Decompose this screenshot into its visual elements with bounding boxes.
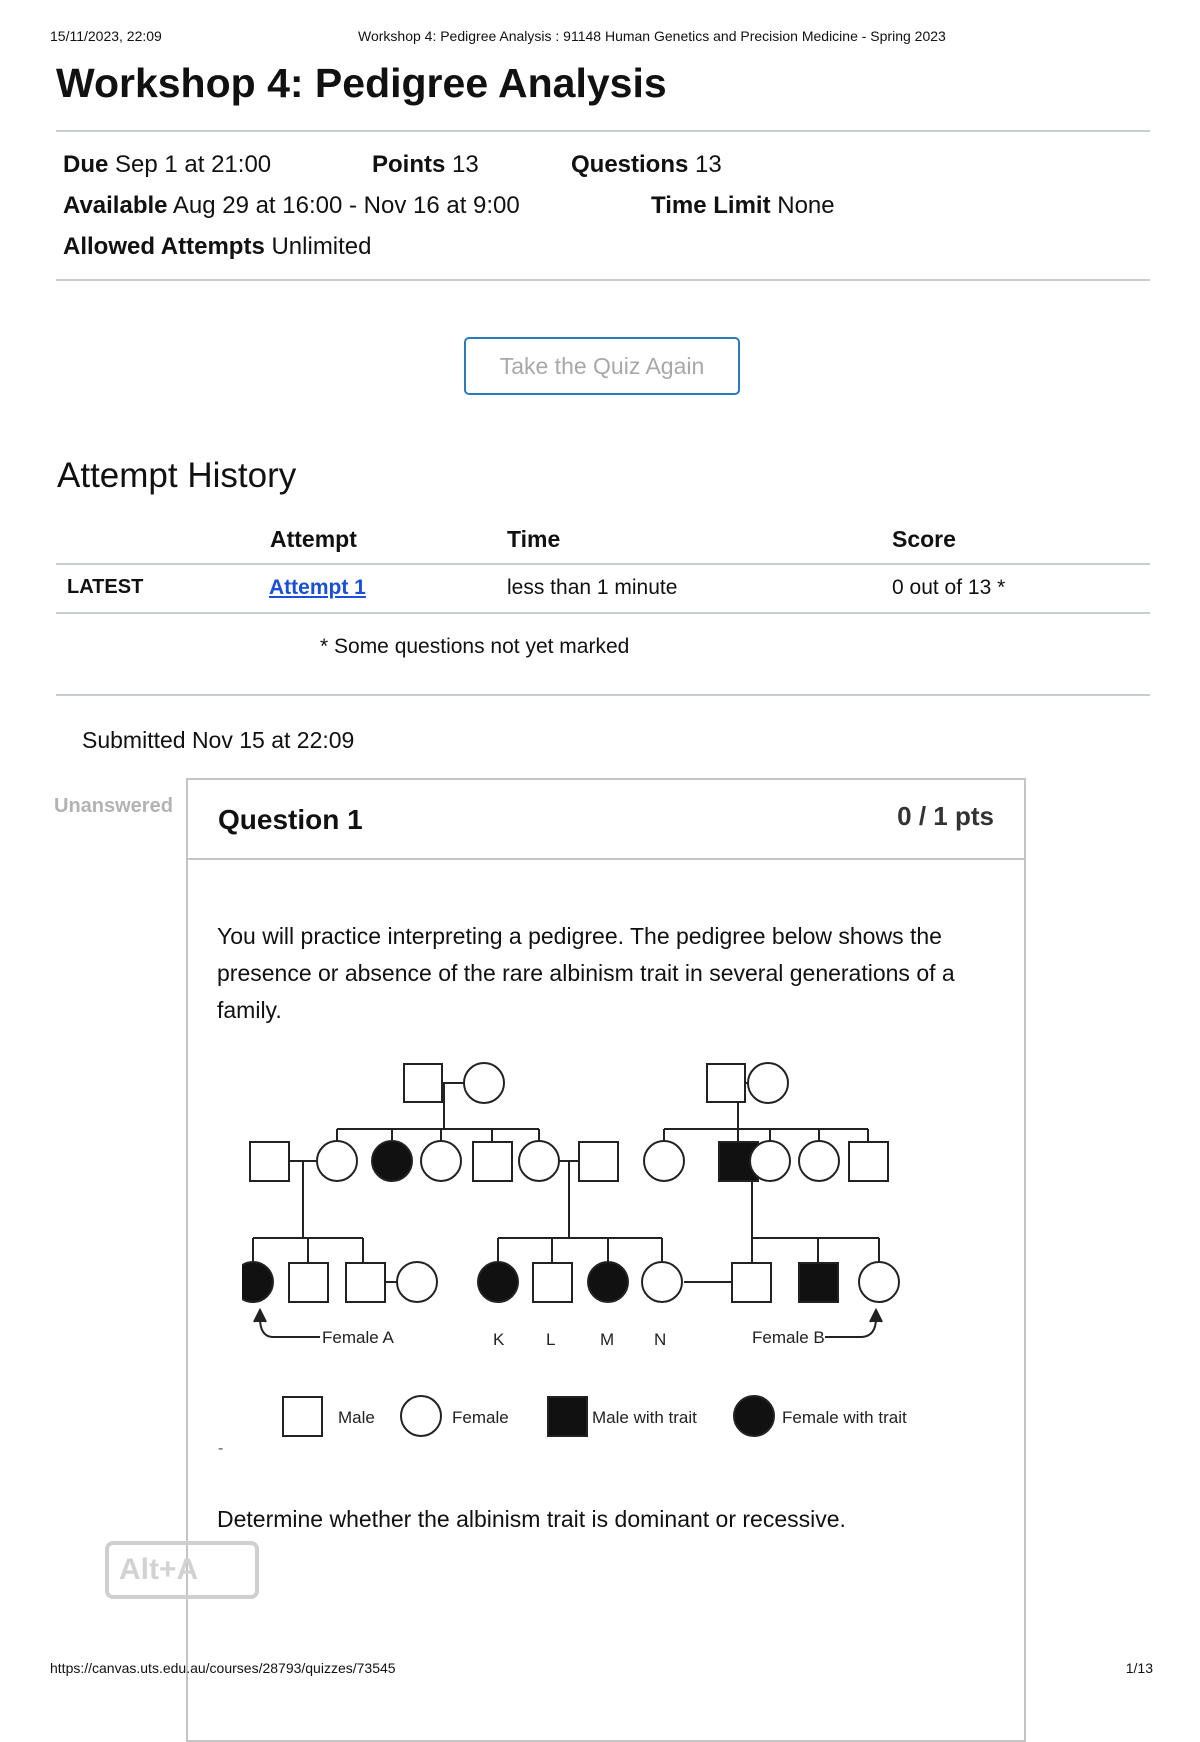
question-points: 0 / 1 pts bbox=[897, 801, 994, 831]
divider bbox=[56, 694, 1150, 696]
attempts-info bbox=[63, 233, 372, 261]
attempt-score: 0 out of 13 * bbox=[892, 576, 1006, 599]
time-limit-value: None bbox=[777, 192, 835, 219]
question-prompt: Determine whether the albinism trait is dominant or recessive. bbox=[217, 1506, 846, 1532]
pedigree-label-m: M bbox=[600, 1330, 615, 1349]
print-datetime: 15/11/2023, 22:09 bbox=[50, 28, 162, 44]
legend-male-trait: Male with trait bbox=[592, 1408, 697, 1427]
column-header-attempt: Attempt bbox=[270, 526, 357, 552]
available-label: Available bbox=[63, 192, 168, 219]
available-info bbox=[63, 192, 520, 220]
time-limit-info bbox=[651, 192, 835, 220]
attempts-value: Unlimited bbox=[271, 233, 372, 260]
points-label: Points bbox=[372, 151, 446, 178]
legend-female-trait: Female with trait bbox=[782, 1408, 907, 1427]
print-header-title: Workshop 4: Pedigree Analysis : 91148 Human Genetics and Precision Medicine - Spring 2023 bbox=[358, 28, 946, 44]
due-info bbox=[63, 151, 271, 179]
attempt-history-title: Attempt History bbox=[57, 456, 297, 495]
score-footnote: * Some questions not yet marked bbox=[320, 635, 630, 658]
separator-dash: - bbox=[218, 1440, 224, 1457]
divider bbox=[56, 130, 1150, 132]
print-page-number: 1/13 bbox=[1125, 1660, 1153, 1676]
pedigree-label-n: N bbox=[654, 1330, 667, 1349]
time-limit-label: Time Limit bbox=[651, 192, 771, 219]
pedigree-label-k: K bbox=[493, 1330, 505, 1349]
legend-female: Female bbox=[452, 1408, 509, 1427]
female-b-label: Female B bbox=[752, 1328, 825, 1347]
questions-info bbox=[571, 151, 722, 179]
due-value: Sep 1 at 21:00 bbox=[115, 151, 272, 178]
pedigree-legend bbox=[283, 1396, 907, 1436]
attempt-1-link[interactable]: Attempt 1 bbox=[269, 576, 366, 599]
due-label: Due bbox=[63, 151, 109, 178]
questions-label: Questions bbox=[571, 151, 689, 178]
table-row-divider bbox=[56, 612, 1150, 614]
divider bbox=[56, 279, 1150, 281]
page-title: Workshop 4: Pedigree Analysis bbox=[56, 60, 667, 106]
legend-male: Male bbox=[338, 1408, 375, 1427]
available-value: Aug 29 at 16:00 - Nov 16 at 9:00 bbox=[172, 192, 520, 219]
question-header bbox=[188, 780, 1024, 860]
print-footer-url: https://canvas.uts.edu.au/courses/28793/quizzes/73545 bbox=[50, 1660, 396, 1676]
column-header-score: Score bbox=[892, 526, 956, 552]
submitted-timestamp: Submitted Nov 15 at 22:09 bbox=[82, 727, 355, 753]
points-value: 13 bbox=[452, 151, 479, 178]
question-intro: You will practice interpreting a pedigree. The pedigree below shows the presence or absence of the rare albinism trait in several generations of a family. bbox=[217, 923, 955, 1023]
pedigree-diagram bbox=[242, 1048, 972, 1438]
attempts-label: Allowed Attempts bbox=[63, 233, 265, 260]
latest-tag: LATEST bbox=[67, 576, 144, 598]
question-status-label: Unanswered bbox=[54, 795, 173, 817]
question-title: Question 1 bbox=[218, 804, 363, 835]
question-card bbox=[186, 778, 1026, 1742]
alt-a-badge[interactable]: Alt+A bbox=[105, 1541, 259, 1599]
column-header-time: Time bbox=[507, 526, 561, 552]
table-header-divider bbox=[56, 563, 1150, 565]
points-info bbox=[372, 151, 479, 179]
attempt-time: less than 1 minute bbox=[507, 576, 678, 599]
take-quiz-again-button[interactable]: Take the Quiz Again bbox=[464, 337, 740, 395]
female-a-label: Female A bbox=[322, 1328, 394, 1347]
pedigree-label-l: L bbox=[546, 1330, 556, 1349]
table-row bbox=[269, 576, 366, 600]
questions-value: 13 bbox=[695, 151, 722, 178]
